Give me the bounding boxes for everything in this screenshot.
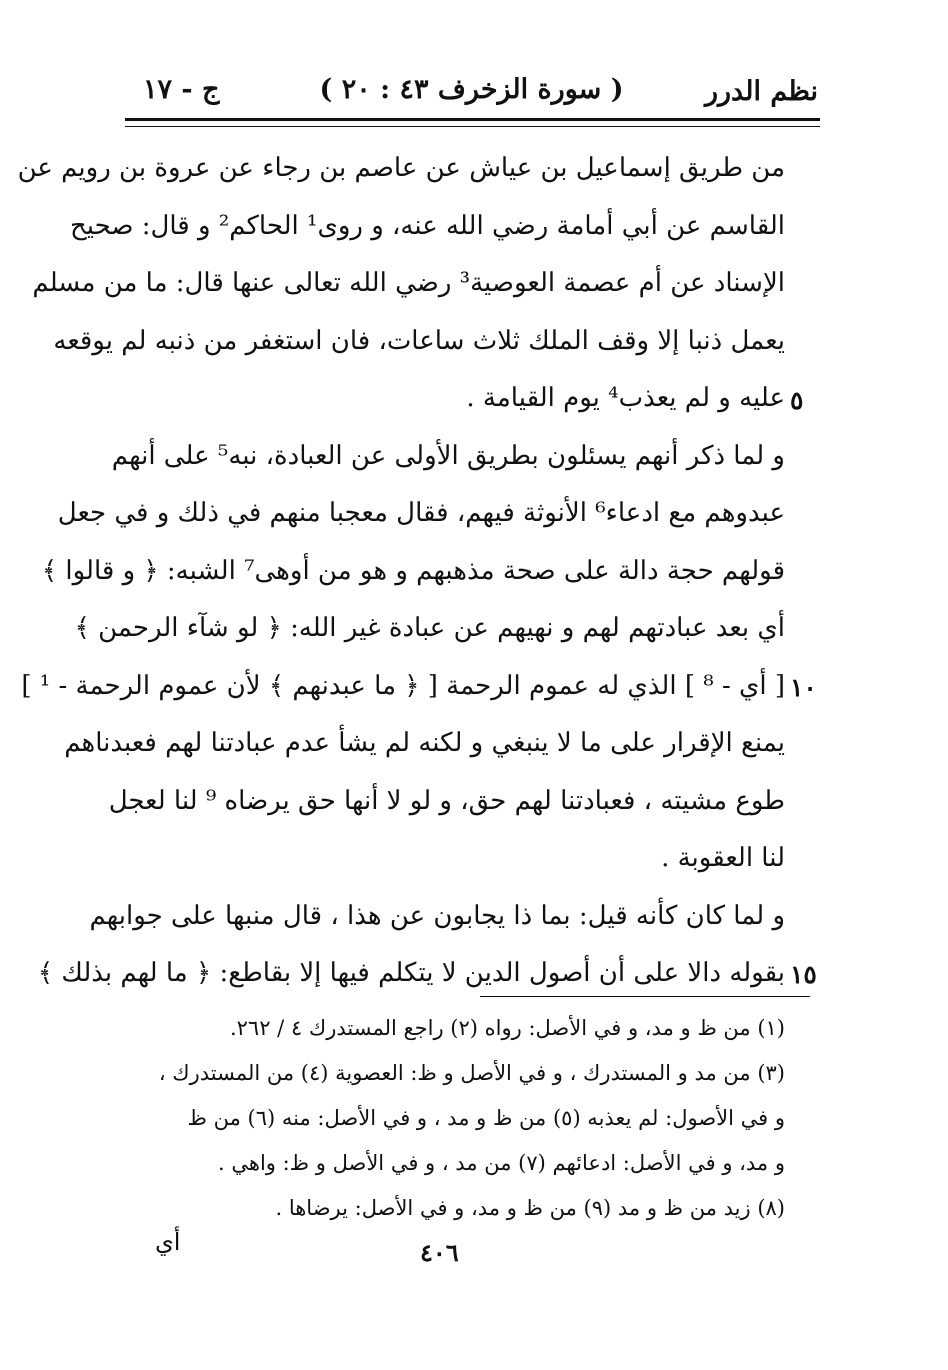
line-number-15: ١٥ bbox=[790, 960, 817, 989]
footnote-line: (٣) من مد و المستدرك ، و في الأصل و ظ: العصوية (٤) من المستدرك ، bbox=[158, 1061, 785, 1085]
line-number-10: ١٠ bbox=[790, 673, 817, 702]
surah-reference: ( سورة الزخرف ٤٣ : ٢٠ ) bbox=[319, 74, 624, 105]
footnote-line: و في الأصول: لم يعذبه (٥) من ظ و مد ، و في الأصل: منه (٦) من ظ bbox=[187, 1106, 785, 1130]
line-number-5: ٥ bbox=[790, 386, 804, 415]
header-rule bbox=[125, 118, 820, 121]
text-line: عبدوهم مع ادعاء⁶ الأنوثة فيهم، فقال معجبا منهم في ذلك و في جعل bbox=[57, 498, 785, 528]
text-line: من طريق إسماعيل بن عياش عن عاصم بن رجاء عن عروة بن رويم عن bbox=[17, 153, 785, 183]
main-text bbox=[17, 140, 785, 1003]
text-line: و لما ذكر أنهم يسئلون بطريق الأولى عن العبادة، نبه⁵ على أنهم bbox=[111, 440, 785, 471]
text-line: القاسم عن أبي أمامة رضي الله عنه، و روى¹ الحاكم² و قال: صحيح bbox=[69, 210, 785, 241]
footnotes bbox=[130, 1006, 785, 1231]
footnote-rule bbox=[480, 996, 810, 997]
footnote-line: (١) من ظ و مد، و في الأصل: رواه (٢) راجع المستدرك ٤ / ٢٦٢. bbox=[229, 1016, 785, 1040]
footnote-line: (٨) زيد من ظ و مد (٩) من ظ و مد، و في الأصل: يرضاها . bbox=[275, 1196, 785, 1220]
page-number: ٤٠٦ bbox=[420, 1238, 459, 1267]
book-title: نظم الدرر bbox=[704, 76, 818, 107]
footnote-line: و مد، و في الأصل: ادعائهم (٧) من مد ، و في الأصل و ظ: واهي . bbox=[218, 1151, 785, 1175]
text-line: [ أي - ⁸ ] الذي له عموم الرحمة [ ﴿ ما عبدنهم ﴾ لأن عموم الرحمة - ¹ ] bbox=[21, 670, 785, 701]
running-header bbox=[125, 70, 818, 114]
text-line: عليه و لم يعذب⁴ يوم القيامة . bbox=[466, 383, 785, 413]
text-line: و لما كان كأنه قيل: بما ذا يجابون عن هذا ، قال منبها على جوابهم bbox=[89, 900, 785, 931]
text-line: يعمل ذنبا إلا وقف الملك ثلاث ساعات، فان استغفر من ذنبه لم يوقعه bbox=[53, 325, 785, 356]
text-line: أي بعد عبادتهم لهم و نهيهم عن عبادة غير الله: ﴿ لو شآء الرحمن ﴾ bbox=[74, 613, 785, 643]
text-line: الإسناد عن أم عصمة العوصية³ رضي الله تعالى عنها قال: ما من مسلم bbox=[32, 268, 785, 298]
volume-number: ج - ١٧ bbox=[143, 74, 220, 105]
header-rule-thin bbox=[125, 126, 820, 127]
text-line: يمنع الإقرار على ما لا ينبغي و لكنه لم يشأ عدم عبادتنا لهم فعبدناهم bbox=[64, 728, 785, 758]
text-line: بقوله دالا على أن أصول الدين لا يتكلم فيها إلا بقاطع: ﴿ ما لهم بذلك ﴾ bbox=[37, 958, 785, 988]
text-line: لنا العقوبة . bbox=[661, 843, 785, 873]
text-line: قولهم حجة دالة على صحة مذهبهم و هو من أوهى⁷ الشبه: ﴿ و قالوا ﴾ bbox=[41, 555, 785, 586]
text-line: طوع مشيته ، فعبادتنا لهم حق، و لو لا أنها حق يرضاه ⁹ لنا لعجل bbox=[108, 785, 785, 816]
catchword: أي bbox=[155, 1228, 181, 1256]
